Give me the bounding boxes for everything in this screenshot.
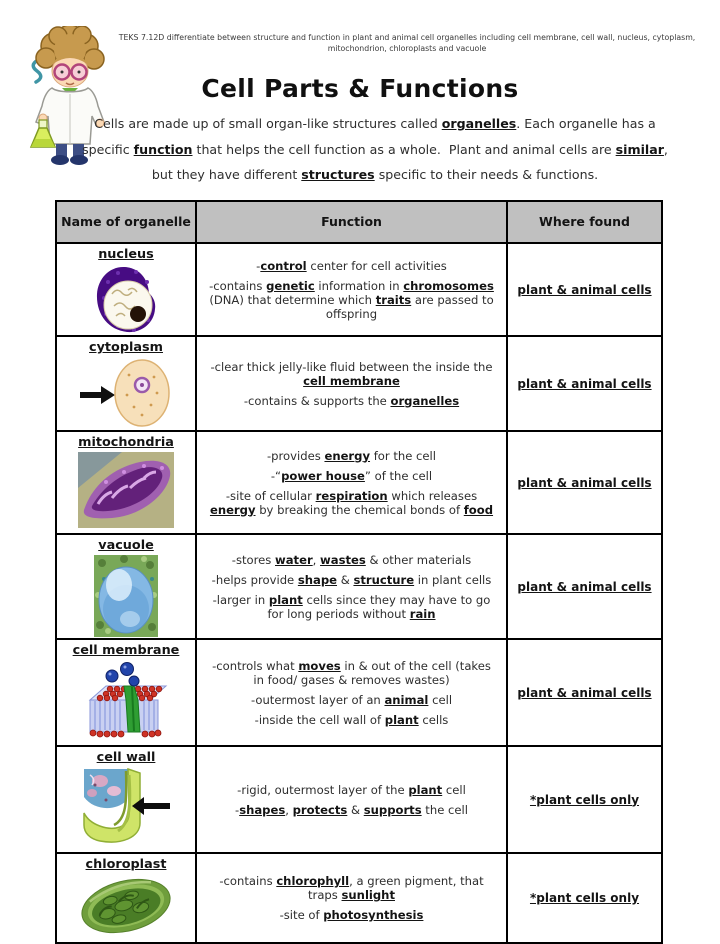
organelle-name: cell wall (96, 750, 156, 765)
organelle-name: cytoplasm (89, 340, 163, 355)
function-cell: -provides energy for the cell -“power house” of the cell -site of cellular respiration which releases energy by breaking the chemical bonds of food (196, 431, 507, 534)
mitochondria-photo (78, 452, 174, 528)
teks-standard-text: TEKS 7.12D differentiate between structure and function in plant and animal cell organelles including cell membrane, cell wall, nucleus, cytoplasm, mitochondrion, chloroplasts and vacuole (118, 33, 696, 53)
where-found-cell: plant & animal cells (507, 534, 662, 639)
shoe (51, 155, 69, 165)
function-cell: -contains chlorophyll, a green pigment, that traps sunlight -site of photosynthesis (196, 853, 507, 943)
function-cell: -rigid, outermost layer of the plant cell -shapes, protects & supports the cell (196, 746, 507, 853)
cell-membrane-illustration (82, 660, 170, 744)
organelle-name-cell (56, 534, 196, 639)
nucleolus (130, 306, 146, 322)
header-where-found: Where found (507, 201, 662, 243)
organelle-table (55, 200, 663, 944)
organelle-name: chloroplast (85, 857, 167, 872)
where-found-cell: plant & animal cells (507, 243, 662, 336)
header-function: Function (196, 201, 507, 243)
organelle-name-cell (56, 746, 196, 853)
organelle-image-wrap (58, 357, 194, 429)
table-header-row (56, 201, 662, 243)
cytoplasm-illustration (79, 357, 174, 429)
chloroplast-illustration (78, 874, 174, 938)
organelle-image-wrap (58, 660, 194, 744)
where-found-cell: plant & animal cells (507, 431, 662, 534)
table-row (56, 746, 662, 853)
organelle-name: vacuole (98, 538, 154, 553)
organelle-name: mitochondria (78, 435, 174, 450)
function-cell: -control center for cell activities -contains genetic information in chromosomes (DNA) that determine which traits are passed to offspring (196, 243, 507, 336)
organelle-image-wrap (58, 767, 194, 851)
organelle-name: nucleus (98, 247, 154, 262)
table-row (56, 336, 662, 431)
organelle-image-wrap (58, 874, 194, 938)
nucleus-illustration (92, 264, 160, 334)
organelle-name-cell (56, 639, 196, 746)
table-row (56, 243, 662, 336)
organelle-table-body (56, 243, 662, 943)
intro-paragraph: Cells are made up of small organ-like structures called organelles. Each organelle has a specific function that helps the cell function as a whole. Plant and animal cells are similar, but they have different structures specific to their needs & functions. (82, 116, 668, 182)
organelle-name-cell (56, 431, 196, 534)
organelle-image-wrap (58, 555, 194, 637)
table-row (56, 431, 662, 534)
table-row (56, 534, 662, 639)
highlight (106, 569, 132, 601)
page-title: Cell Parts & Functions (201, 74, 519, 103)
organelle-name-cell (56, 853, 196, 943)
cell-wall-illustration (80, 767, 172, 851)
vacuole-illustration (94, 555, 158, 637)
header-name-of-organelle: Name of organelle (56, 201, 196, 243)
pant-leg (56, 144, 67, 157)
function-cell: -clear thick jelly-like fluid between the inside the cell membrane -contains & supports the organelles (196, 336, 507, 431)
function-cell: -stores water, wastes & other materials -helps provide shape & structure in plant cells -larger in plant cells since they may have to go for long periods without rain (196, 534, 507, 639)
organelle-name-cell (56, 336, 196, 431)
organelle-name: cell membrane (72, 643, 180, 658)
table-row (56, 853, 662, 943)
arrow-left-icon (144, 803, 170, 809)
table-row (56, 639, 662, 746)
arrow-right-icon (80, 392, 101, 398)
where-found-cell: *plant cells only (507, 746, 662, 853)
organelle-image-wrap (58, 264, 194, 334)
where-found-cell: plant & animal cells (507, 336, 662, 431)
where-found-cell: *plant cells only (507, 853, 662, 943)
function-cell: -controls what moves in & out of the cell (takes in food/ gases & removes wastes) -outermost layer of an animal cell -inside the cell wall of plant cells (196, 639, 507, 746)
organelle-name-cell (56, 243, 196, 336)
organelle-image-wrap (58, 452, 194, 528)
where-found-cell: plant & animal cells (507, 639, 662, 746)
flask-liquid (31, 139, 55, 147)
